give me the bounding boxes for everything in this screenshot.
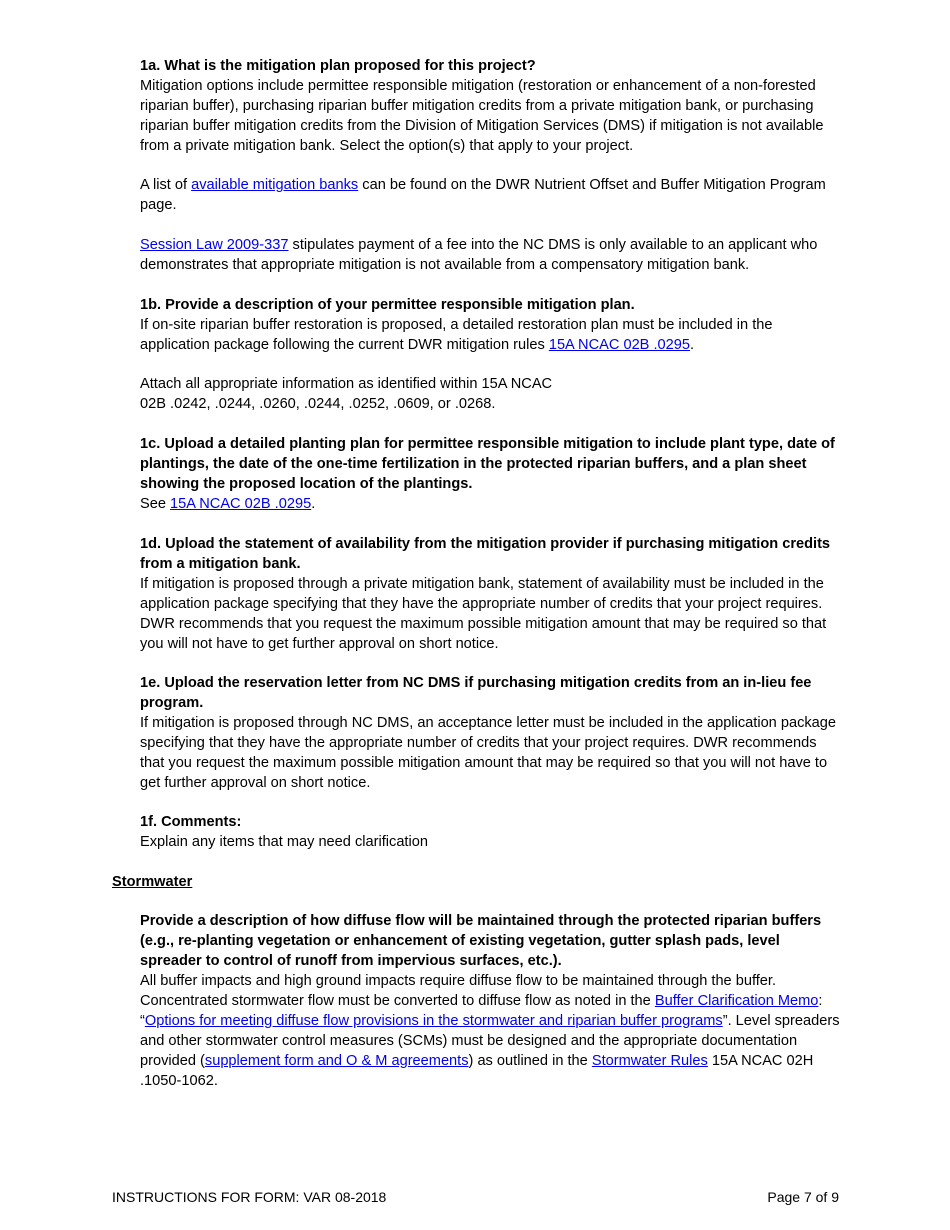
section-1f — [140, 812, 840, 852]
section-1d — [140, 534, 840, 654]
question-1d-body: If mitigation is proposed through a private mitigation bank, statement of availability must be included in the application package specifying that they have the appropriate number of credits that your project requires. DWR recommends that you request the maximum possible mitigation amount that may be required so that you will not have to get further approval on short notice. — [140, 576, 827, 652]
banks-text-post: can be found on the DWR Nutrient Offset and Buffer Mitigation Program page. — [140, 177, 826, 213]
session-law-paragraph — [140, 235, 840, 275]
question-1c-end: . — [311, 496, 316, 512]
question-1b-title: 1b. Provide a description of your permittee responsible mitigation plan. — [140, 297, 635, 313]
footer-page-number: Page 7 of 9 — [767, 1189, 839, 1205]
stormwater-body-pre: All buffer impacts and high ground impacts require diffuse flow to be maintained through the buffer. Concentrated stormwater flow must be converted to diffuse flow as noted in the — [140, 973, 777, 1009]
attach-info-line1: Attach all appropriate information as identified within 15A NCAC — [140, 376, 553, 392]
session-law-link[interactable]: Session Law 2009-337 — [140, 237, 289, 253]
attach-info-line2: 02B .0242, .0244, .0260, .0244, .0252, .0609, or .0268. — [140, 396, 496, 412]
question-1b-body: If on-site riparian buffer restoration is proposed, a detailed restoration plan must be included in the application package following the current DWR mitigation rules — [140, 317, 773, 353]
supplement-form-link[interactable]: supplement form and O & M agreements — [204, 1053, 469, 1069]
session-law-text: stipulates payment of a fee into the NC DMS is only available to an applicant who demonstrates that appropriate mitigation is not available from a compensatory mitigation bank. — [140, 237, 818, 273]
rule-0295-link[interactable]: 15A NCAC 02B .0295 — [548, 337, 690, 353]
question-1a-title: 1a. What is the mitigation plan proposed for this project? — [140, 58, 536, 74]
section-1a — [140, 56, 840, 156]
question-1b-body-end: . — [690, 337, 695, 353]
mitigation-banks-paragraph — [140, 175, 840, 215]
section-1b — [140, 295, 840, 355]
stormwater-body-mid1: : “ — [140, 993, 823, 1029]
available-mitigation-banks-link[interactable]: available mitigation banks — [191, 177, 359, 193]
stormwater-body-mid3: ) as outlined in the — [468, 1053, 592, 1069]
diffuse-flow-options-link[interactable]: Options for meeting diffuse flow provisions in the stormwater and riparian buffer programs — [144, 1013, 723, 1029]
question-1f-title: 1f. Comments: — [140, 814, 242, 830]
stormwater-rules-link[interactable]: Stormwater Rules — [591, 1053, 708, 1069]
section-stormwater — [140, 911, 840, 1091]
stormwater-heading: Stormwater — [112, 874, 193, 890]
buffer-clarification-memo-link[interactable]: Buffer Clarification Memo — [654, 993, 819, 1009]
stormwater-body-mid2: ”. Level spreaders and other stormwater control measures (SCMs) must be designed and the appropriate documentation provided ( — [140, 1013, 840, 1069]
rule-0295-link-1c[interactable]: 15A NCAC 02B .0295 — [170, 496, 312, 512]
banks-text-pre: A list of — [140, 177, 192, 193]
stormwater-body-post: 15A NCAC 02H .1050-1062. — [140, 1053, 814, 1089]
question-1a-body: Mitigation options include permittee responsible mitigation (restoration or enhancement of a non-forested riparian buffer), purchasing riparian buffer mitigation credits from a private mitigation bank, or purchasing riparian buffer mitigation credits from the Division of Mitigation Services (DMS) if mitigation is not available from a private mitigation bank. Select the option(s) that apply to your project. — [140, 78, 824, 154]
stormwater-title: Provide a description of how diffuse flow will be maintained through the protected riparian buffers (e.g., re-planting vegetation or enhancement of existing vegetation, gutter splash pads, level spreader to control of runoff from impervious surfaces, etc.). — [140, 913, 822, 969]
section-1e — [140, 673, 840, 793]
section-1c — [140, 434, 840, 514]
question-1f-body: Explain any items that may need clarification — [140, 834, 428, 850]
attach-info-paragraph — [140, 374, 840, 414]
question-1e-title: 1e. Upload the reservation letter from NC DMS if purchasing mitigation credits from an in-lieu fee program. — [140, 675, 812, 711]
question-1c-see: See — [140, 496, 171, 512]
question-1c-title: 1c. Upload a detailed planting plan for permittee responsible mitigation to include plant type, date of plantings, the date of the one-time fertilization in the protected riparian buffers, and a plan sheet showing the proposed location of the plantings. — [140, 436, 835, 492]
question-1e-body: If mitigation is proposed through NC DMS, an acceptance letter must be included in the application package specifying that they have the appropriate number of credits that your project requires. DWR recommends that you request the maximum possible mitigation amount that may be required so that you will not have to get further approval on short notice. — [140, 715, 837, 791]
question-1d-title: 1d. Upload the statement of availability from the mitigation provider if purchasing mitigation credits from a mitigation bank. — [140, 536, 831, 572]
footer-form-id: INSTRUCTIONS FOR FORM: VAR 08-2018 — [112, 1189, 387, 1205]
